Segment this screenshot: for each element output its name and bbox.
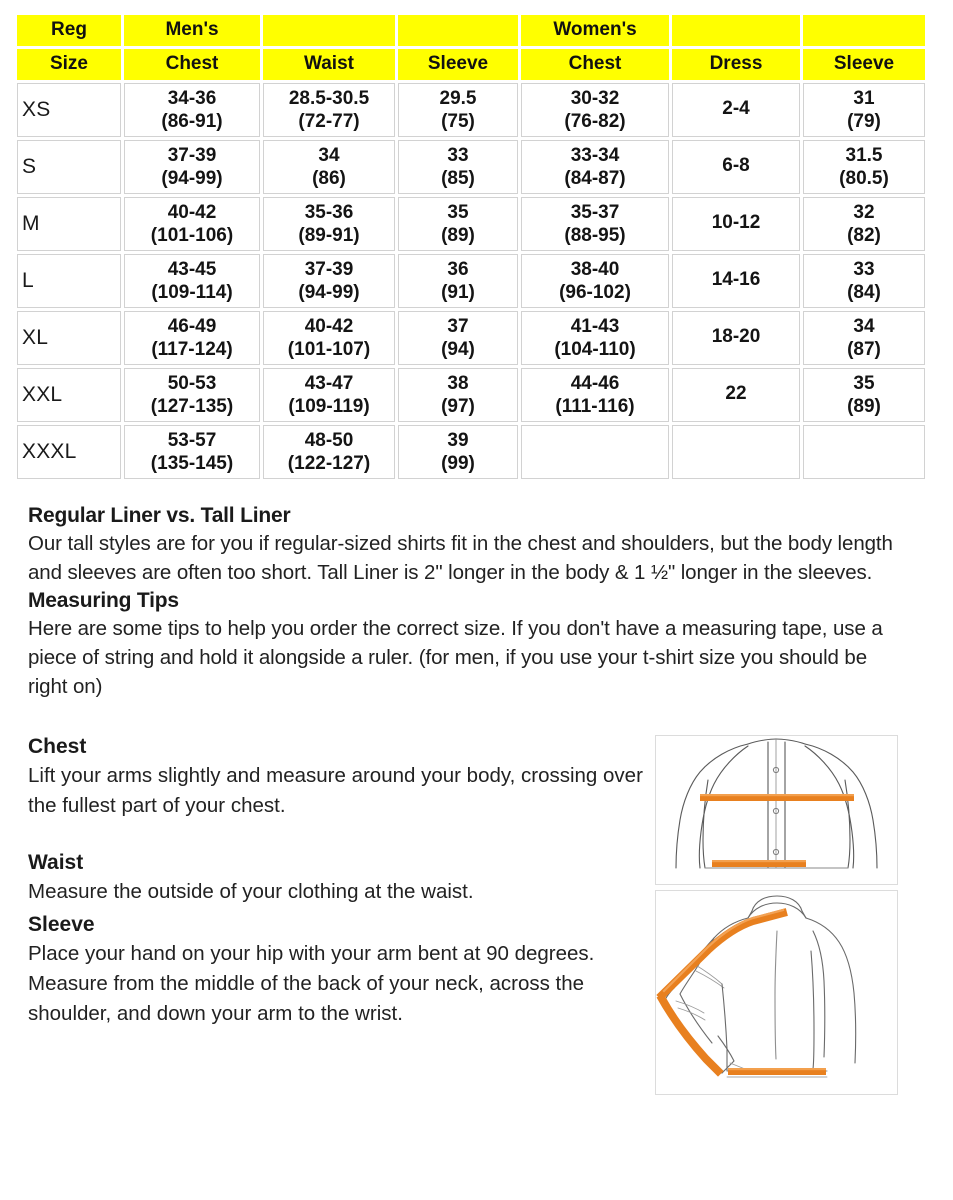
group-header-mens: Men's bbox=[124, 15, 260, 46]
value-inches: 53-57 bbox=[167, 429, 217, 451]
sleeve-measure-diagram bbox=[655, 890, 898, 1095]
value-cm: (89-91) bbox=[298, 224, 360, 246]
cell-womens-sleeve bbox=[803, 140, 925, 194]
value-cm: (94-99) bbox=[298, 281, 360, 303]
group-header-mens-spacer-1 bbox=[263, 15, 395, 46]
value-cm: (99) bbox=[441, 452, 475, 474]
cell-mens-waist bbox=[263, 197, 395, 251]
table-sub-header-row bbox=[17, 49, 925, 80]
column-header-womens-dress: Dress bbox=[672, 49, 800, 80]
value-cm: (117-124) bbox=[151, 338, 233, 360]
cell-mens-chest bbox=[124, 368, 260, 422]
value-cm: (96-102) bbox=[559, 281, 631, 303]
value-inches: 48-50 bbox=[304, 429, 354, 451]
group-header-womens: Women's bbox=[521, 15, 669, 46]
table-row bbox=[17, 425, 925, 479]
value-inches: 46-49 bbox=[167, 315, 217, 337]
value-inches: 41-43 bbox=[570, 315, 620, 337]
table-row bbox=[17, 197, 925, 251]
value-cm: (122-127) bbox=[287, 452, 371, 474]
size-chart-table-container bbox=[0, 0, 925, 482]
value-inches: 33-34 bbox=[570, 144, 620, 166]
value-inches: 32 bbox=[853, 201, 875, 223]
cell-womens-dress: 6-8 bbox=[672, 140, 800, 194]
value-cm: (135-145) bbox=[150, 452, 234, 474]
cell-size: XXL bbox=[17, 368, 121, 422]
value-inches: 43-45 bbox=[167, 258, 217, 280]
group-header-womens-spacer-1 bbox=[672, 15, 800, 46]
cell-size: M bbox=[17, 197, 121, 251]
chest-heading: Chest bbox=[28, 734, 87, 758]
group-header-reg: Reg bbox=[17, 15, 121, 46]
value-inches: 33 bbox=[447, 144, 469, 166]
value-cm: (94-99) bbox=[161, 167, 223, 189]
cell-mens-sleeve bbox=[398, 368, 518, 422]
table-row bbox=[17, 140, 925, 194]
cell-mens-sleeve bbox=[398, 254, 518, 308]
cell-mens-sleeve bbox=[398, 311, 518, 365]
cell-womens-chest bbox=[521, 197, 669, 251]
value-cm: (104-110) bbox=[554, 338, 636, 360]
cell-womens-chest bbox=[521, 83, 669, 137]
measurement-instructions-section bbox=[0, 701, 953, 1095]
value-cm: (84) bbox=[847, 281, 881, 303]
value-inches: 28.5-30.5 bbox=[288, 87, 370, 109]
cell-womens-dress: 10-12 bbox=[672, 197, 800, 251]
cell-womens-dress bbox=[672, 425, 800, 479]
column-header-mens-waist: Waist bbox=[263, 49, 395, 80]
liner-body: Our tall styles are for you if regular-sized shirts fit in the chest and shoulders, but the body length and sleeves are often too short. Tall Liner is 2" longer in the body & 1 ½" longer in the sleeves. bbox=[28, 531, 893, 584]
value-cm: (84-87) bbox=[564, 167, 626, 189]
cell-mens-chest bbox=[124, 83, 260, 137]
value-inches: 33 bbox=[853, 258, 875, 280]
value-cm: (86) bbox=[312, 167, 346, 189]
cell-mens-chest bbox=[124, 197, 260, 251]
chest-waist-illustration bbox=[656, 736, 897, 884]
value-inches: 37-39 bbox=[167, 144, 217, 166]
value-cm: (87) bbox=[847, 338, 881, 360]
value-inches: 29.5 bbox=[439, 87, 477, 109]
value-inches: 35-36 bbox=[304, 201, 354, 223]
value-inches: 50-53 bbox=[167, 372, 217, 394]
cell-mens-waist bbox=[263, 311, 395, 365]
chest-waist-measure-diagram bbox=[655, 735, 898, 885]
value-inches: 34 bbox=[318, 144, 340, 166]
value-cm: (127-135) bbox=[150, 395, 234, 417]
value-cm: (109-114) bbox=[151, 281, 233, 303]
spacer bbox=[28, 821, 655, 851]
value-cm: (72-77) bbox=[298, 110, 360, 132]
value-cm: (101-106) bbox=[150, 224, 234, 246]
cell-mens-waist bbox=[263, 83, 395, 137]
cell-size: XXXL bbox=[17, 425, 121, 479]
value-inches: 40-42 bbox=[167, 201, 217, 223]
cell-womens-sleeve bbox=[803, 368, 925, 422]
column-header-mens-sleeve: Sleeve bbox=[398, 49, 518, 80]
measurement-instructions-text bbox=[0, 735, 655, 1029]
value-inches: 38 bbox=[447, 372, 469, 394]
value-cm: (91) bbox=[441, 281, 475, 303]
cell-mens-waist bbox=[263, 254, 395, 308]
column-header-womens-sleeve: Sleeve bbox=[803, 49, 925, 80]
value-inches: 35 bbox=[853, 372, 875, 394]
chest-measure-band bbox=[700, 794, 854, 801]
cell-mens-waist bbox=[263, 425, 395, 479]
table-row bbox=[17, 368, 925, 422]
column-header-size: Size bbox=[17, 49, 121, 80]
cell-womens-sleeve bbox=[803, 254, 925, 308]
value-inches: 44-46 bbox=[570, 372, 620, 394]
value-cm: (80.5) bbox=[839, 167, 889, 189]
cell-size: S bbox=[17, 140, 121, 194]
value-inches: 43-47 bbox=[304, 372, 354, 394]
value-inches: 30-32 bbox=[570, 87, 620, 109]
measuring-tips-body: Here are some tips to help you order the correct size. If you don't have a measuring tape, use a piece of string and hold it alongside a ruler. (for men, if you use your t-shirt size you should be right on) bbox=[28, 616, 883, 698]
cell-size: L bbox=[17, 254, 121, 308]
cell-womens-sleeve bbox=[803, 311, 925, 365]
table-row bbox=[17, 83, 925, 137]
cell-womens-dress: 14-16 bbox=[672, 254, 800, 308]
size-chart-body bbox=[17, 83, 925, 479]
value-cm: (94) bbox=[441, 338, 475, 360]
cell-womens-sleeve bbox=[803, 197, 925, 251]
cell-mens-chest bbox=[124, 311, 260, 365]
value-inches: 31 bbox=[853, 87, 875, 109]
cell-mens-waist bbox=[263, 368, 395, 422]
value-cm: (89) bbox=[847, 395, 881, 417]
value-cm: (86-91) bbox=[161, 110, 223, 132]
table-group-header-row bbox=[17, 15, 925, 46]
table-row bbox=[17, 254, 925, 308]
measuring-tips-heading: Measuring Tips bbox=[28, 588, 179, 612]
value-inches: 36 bbox=[447, 258, 469, 280]
cell-womens-dress: 18-20 bbox=[672, 311, 800, 365]
cell-size: XL bbox=[17, 311, 121, 365]
cell-mens-chest bbox=[124, 254, 260, 308]
group-header-mens-spacer-2 bbox=[398, 15, 518, 46]
value-inches: 34-36 bbox=[167, 87, 217, 109]
value-cm: (85) bbox=[441, 167, 475, 189]
cell-womens-dress: 22 bbox=[672, 368, 800, 422]
cell-mens-sleeve bbox=[398, 197, 518, 251]
value-inches: 40-42 bbox=[304, 315, 354, 337]
cell-mens-chest bbox=[124, 425, 260, 479]
sleeve-body: Place your hand on your hip with your arm bent at 90 degrees. Measure from the middle of the back of your neck, across the shoulder, and down your arm to the wrist. bbox=[28, 941, 595, 1025]
value-inches: 34 bbox=[853, 315, 875, 337]
waist-heading: Waist bbox=[28, 850, 84, 874]
hem-measure-band bbox=[728, 1068, 826, 1075]
group-header-womens-spacer-2 bbox=[803, 15, 925, 46]
value-cm: (111-116) bbox=[555, 395, 635, 417]
cell-size: XS bbox=[17, 83, 121, 137]
cell-womens-chest bbox=[521, 311, 669, 365]
liner-info-section bbox=[0, 482, 925, 701]
measurement-figures bbox=[655, 735, 953, 1095]
cell-mens-sleeve bbox=[398, 425, 518, 479]
size-chart-table bbox=[14, 12, 928, 482]
cell-mens-chest bbox=[124, 140, 260, 194]
sleeve-heading: Sleeve bbox=[28, 912, 95, 936]
value-inches: 37-39 bbox=[304, 258, 354, 280]
value-cm: (82) bbox=[847, 224, 881, 246]
value-inches: 37 bbox=[447, 315, 469, 337]
value-inches: 35-37 bbox=[570, 201, 620, 223]
value-inches: 31.5 bbox=[845, 144, 883, 166]
value-cm: (97) bbox=[441, 395, 475, 417]
column-header-womens-chest: Chest bbox=[521, 49, 669, 80]
chest-body: Lift your arms slightly and measure around your body, crossing over the fullest part of your chest. bbox=[28, 763, 643, 817]
value-cm: (75) bbox=[441, 110, 475, 132]
value-inches: 38-40 bbox=[570, 258, 620, 280]
cell-womens-chest bbox=[521, 140, 669, 194]
value-cm: (88-95) bbox=[564, 224, 626, 246]
cell-mens-sleeve bbox=[398, 83, 518, 137]
column-header-mens-chest: Chest bbox=[124, 49, 260, 80]
value-cm: (101-107) bbox=[287, 338, 371, 360]
cell-womens-chest bbox=[521, 368, 669, 422]
value-cm: (89) bbox=[441, 224, 475, 246]
value-cm: (76-82) bbox=[564, 110, 626, 132]
cell-womens-chest bbox=[521, 254, 669, 308]
cell-womens-chest bbox=[521, 425, 669, 479]
value-inches: 35 bbox=[447, 201, 469, 223]
liner-heading: Regular Liner vs. Tall Liner bbox=[28, 503, 291, 527]
cell-womens-sleeve bbox=[803, 425, 925, 479]
value-cm: (109-119) bbox=[288, 395, 370, 417]
cell-womens-sleeve bbox=[803, 83, 925, 137]
table-row bbox=[17, 311, 925, 365]
value-inches: 39 bbox=[447, 429, 469, 451]
sleeve-illustration bbox=[656, 891, 897, 1094]
value-cm: (79) bbox=[847, 110, 881, 132]
waist-body: Measure the outside of your clothing at the waist. bbox=[28, 879, 474, 903]
waist-measure-band bbox=[712, 860, 806, 867]
cell-mens-sleeve bbox=[398, 140, 518, 194]
cell-womens-dress: 2-4 bbox=[672, 83, 800, 137]
cell-mens-waist bbox=[263, 140, 395, 194]
